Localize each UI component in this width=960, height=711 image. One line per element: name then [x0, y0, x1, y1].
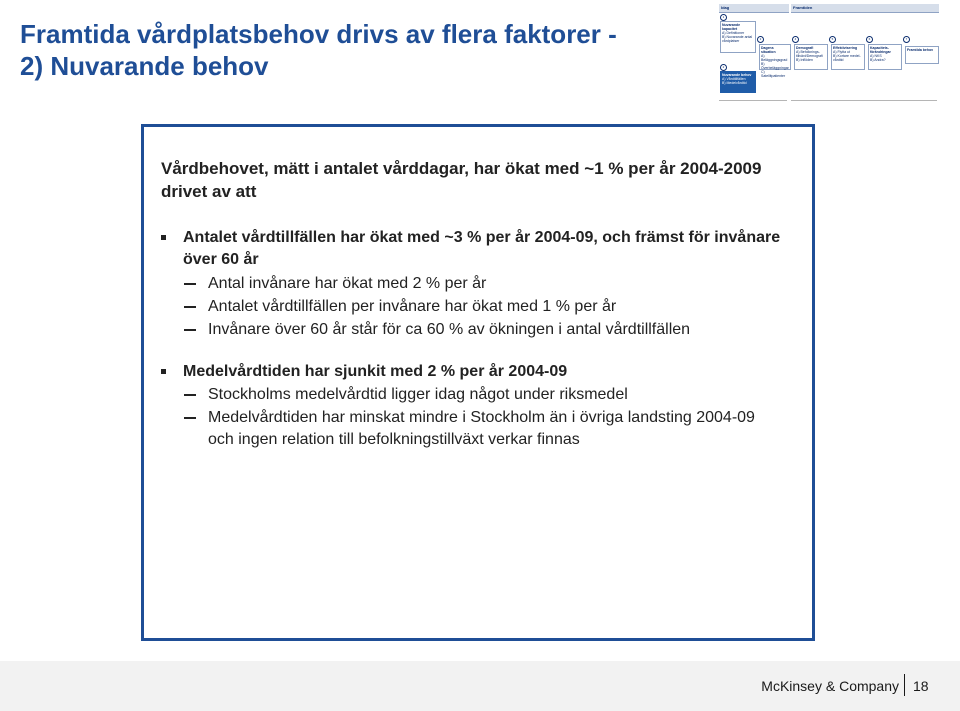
step-1-item-a: A) Definitioner	[722, 31, 745, 35]
step-3-item-a: A) Beläggningsgrad	[761, 54, 788, 62]
sub-bullet-riksmedel	[184, 384, 804, 406]
bullet-square-icon	[161, 369, 166, 374]
step-7-marker: 7	[903, 36, 910, 43]
sub-bullet-ovriga-landsting	[184, 407, 784, 451]
step-1-item-b: B) Nuvarande antal vårdplatser	[722, 35, 753, 43]
step-4-title: Demografi	[796, 46, 814, 50]
step-2-item-b: B) Medelvårdtid	[722, 81, 747, 85]
page-number: 18	[913, 678, 929, 694]
step-2-title: Nuvarande behov	[722, 73, 752, 77]
step-7-title: Framtida behov	[907, 48, 934, 52]
title-line-2: 2) Nuvarande behov	[20, 51, 269, 81]
bullet-1-text: Antalet vårdtillfällen har ökat med ~3 % per år 2004-09, och främst för invånare över 60 år	[183, 229, 781, 268]
step-6-title: Kapacitets-förändringar	[870, 46, 891, 54]
step-3-title: Dagens situation	[761, 46, 776, 54]
step-1-box	[720, 21, 756, 53]
step-1-title: Nuvarande kapacitet	[722, 23, 741, 31]
title-line-1: Framtida vårdplatsbehov drivs av flera faktorer -	[20, 19, 617, 49]
dash-icon	[184, 306, 196, 308]
idag-header: Idag	[719, 4, 789, 13]
bullet-medelvardtid	[161, 361, 801, 383]
process-overview-thumbnail	[719, 4, 939, 99]
step-5-item-b: B) Kortare medel-vårdtid	[833, 54, 861, 62]
step-3-item-c: C) Satellitpatienter	[761, 70, 786, 78]
footer-brand: McKinsey & Company	[761, 678, 899, 694]
framtiden-header: Framtiden	[791, 4, 939, 13]
step-1-marker: 1	[720, 14, 727, 21]
step-7-box	[905, 46, 939, 64]
step-5-title: Effektivisering	[833, 46, 858, 50]
step-2-box	[720, 71, 756, 93]
content-panel	[141, 124, 815, 641]
step-6-item-a: A) NKS	[870, 54, 882, 58]
step-6-box	[868, 44, 902, 70]
bullet-square-icon	[161, 235, 166, 240]
sub-bullet-per-invanare	[184, 296, 804, 318]
bullet-2-text: Medelvårdtiden har sjunkit med 2 % per år 2004-09	[183, 363, 568, 380]
framtiden-divider	[791, 100, 937, 101]
bullet-vardtillfallen	[161, 227, 801, 271]
sub-bullet-3-text: Invånare över 60 år står för ca 60 % av ökningen i antal vårdtillfällen	[208, 321, 691, 338]
sub-bullet-4-text: Stockholms medelvårdtid ligger idag något under riksmedel	[208, 386, 628, 403]
step-4-marker: 4	[792, 36, 799, 43]
page-title	[20, 18, 620, 82]
step-5-item-a: A) Flytta ut	[833, 50, 850, 54]
sub-bullet-1-text: Antal invånare har ökat med 2 % per år	[208, 275, 487, 292]
dash-icon	[184, 329, 196, 331]
step-4-box	[794, 44, 828, 70]
step-5-marker: 5	[829, 36, 836, 43]
step-2-marker: 2	[720, 64, 727, 71]
sub-bullet-invanare	[184, 273, 804, 295]
sub-bullet-over-60	[184, 319, 804, 341]
step-6-item-b: B) Andra?	[870, 58, 886, 62]
step-3-box	[759, 44, 791, 78]
footer-divider	[904, 674, 905, 696]
step-4-item-a: A) Befolknings-tillväxt/Demografi	[796, 50, 823, 58]
sub-bullet-2-text: Antalet vårdtillfällen per invånare har ökat med 1 % per år	[208, 298, 617, 315]
dash-icon	[184, 417, 196, 419]
dash-icon	[184, 394, 196, 396]
idag-divider	[719, 100, 787, 101]
step-2-item-a: A) Vårdtillfällen	[722, 77, 746, 81]
footer	[0, 661, 960, 711]
step-3-marker: 3	[757, 36, 764, 43]
dash-icon	[184, 283, 196, 285]
step-6-marker: 6	[866, 36, 873, 43]
step-5-box	[831, 44, 865, 70]
sub-bullet-5-text: Medelvårdtiden har minskat mindre i Stockholm än i övriga landsting 2004-09 och ingen relation till befolkningstillväxt verkar finnas	[208, 409, 755, 448]
step-3-item-b: B) Överbeläggningar	[761, 62, 789, 70]
step-4-item-b: B) Inflöden	[796, 58, 813, 62]
intro-statement: Vårdbehovet, mätt i antalet vårddagar, har ökat med ~1 % per år 2004-2009 drivet av att	[161, 159, 762, 201]
